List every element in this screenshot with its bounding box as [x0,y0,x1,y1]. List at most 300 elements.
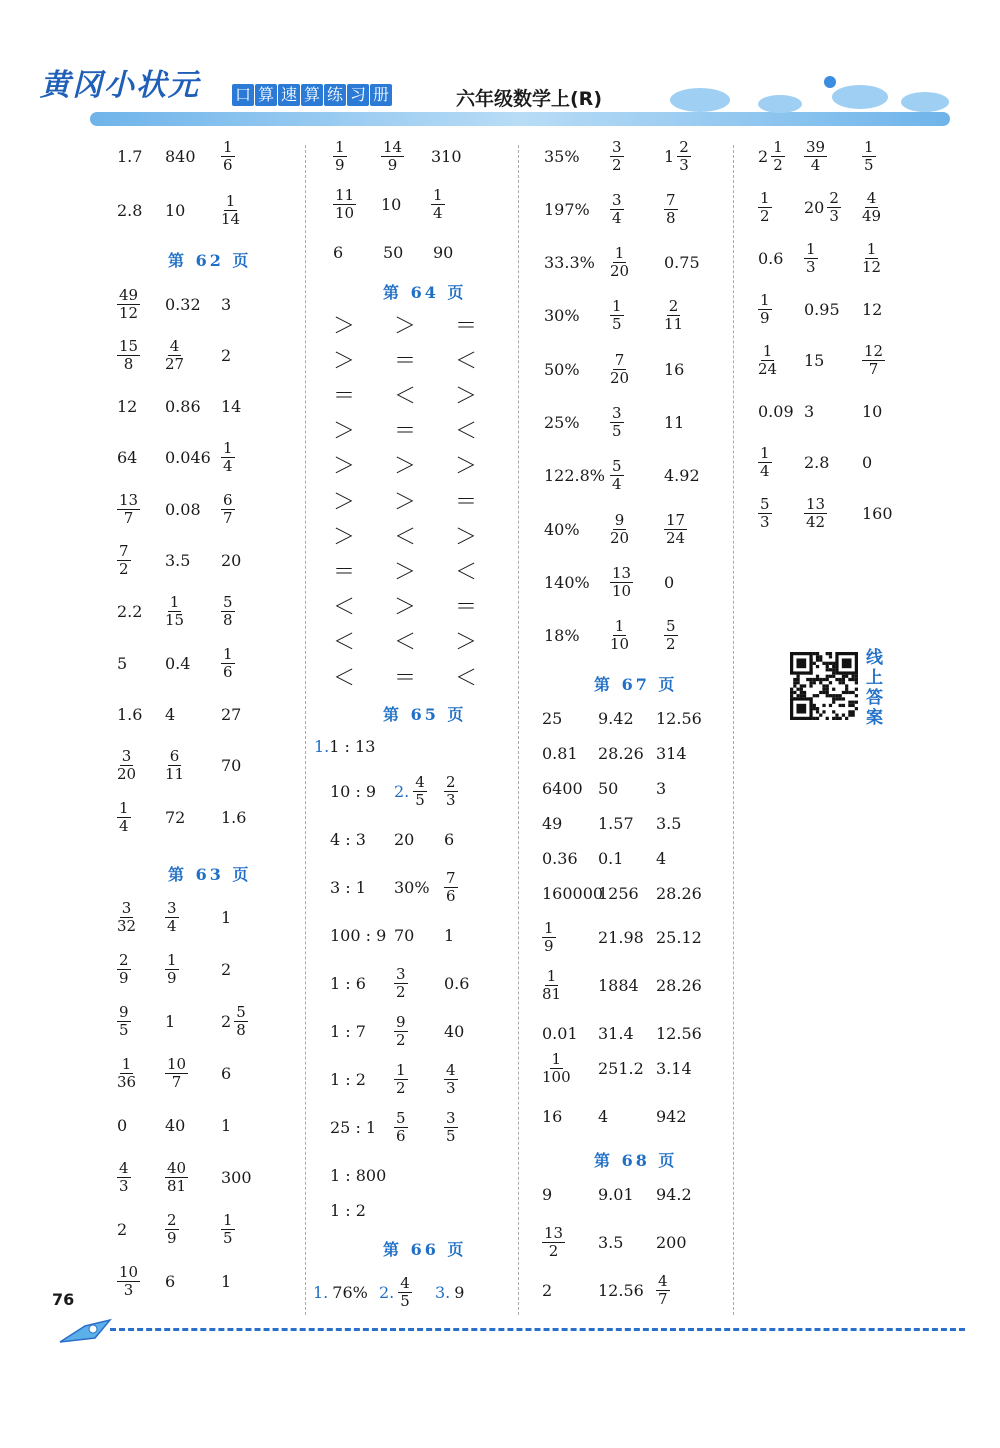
page-section-heading: 第 63 页 [168,865,252,884]
answer-cell: 1.57 [598,813,634,833]
answer-cell: 2 $\frac{1}{2}$ [758,137,783,174]
fraction: $\frac{4}{27}$ [165,336,185,373]
answer-cell: 11 [664,413,685,432]
fraction: $\frac{1}{5}$ [612,297,622,334]
answer-cell [333,187,381,222]
answer-cell: 0.4 [165,653,191,673]
answer-row [330,863,490,911]
column-divider [733,145,734,1315]
fraction: $\frac{40}{81}$ [167,1158,187,1195]
fraction: $\frac{4}{49}$ [862,188,882,225]
answer-cell: 3.14 [656,1058,692,1078]
answer-cell [117,338,165,373]
answer-cell: 15 [804,350,825,370]
answer-cell: 1 : 2 [330,1069,366,1089]
fraction: $\frac{1}{5}$ [864,137,874,174]
answer-cell [221,440,271,475]
answer-row [117,690,271,738]
series-title [232,84,392,106]
answer-cell [610,192,664,227]
answer-row [313,1268,485,1316]
answer-row [544,185,714,233]
answer-cell: 9.01 [598,1184,634,1204]
fraction: $\frac{1}{14}$ [221,191,241,228]
answer-cell [394,1062,444,1097]
fraction: $\frac{1}{2}$ [396,1060,406,1097]
answer-cell: 21.98 [598,927,644,947]
answer-cell: 9 [542,1184,553,1204]
answer-cell [394,1110,444,1145]
answer-cell: 1 : 6 [330,973,366,993]
answer-row [333,228,479,276]
answer-cell [610,512,664,547]
answer-cell: 1 : 800 [330,1165,387,1185]
fraction: $\frac{11}{10}$ [335,185,355,222]
answer-row [117,639,271,687]
answer-cell: 20 $\frac{2}{3}$ [804,188,839,225]
answer-cell: 16 [542,1106,563,1126]
comparison-row: ＜ ＞ ＝ [333,595,493,621]
answer-cell: 310 [431,146,462,166]
answer-row [544,292,714,340]
fraction: $\frac{5}{6}$ [396,1108,406,1145]
answer-row [330,1007,490,1055]
footer-dashed-line [110,1328,965,1331]
question-number: 1. [314,736,330,756]
answer-cell: 1 : 13 [329,736,376,756]
fraction: $\frac{17}{24}$ [666,510,686,547]
fraction: $\frac{3}{2}$ [396,964,406,1001]
fraction: $\frac{1}{4}$ [760,443,770,480]
fraction: $\frac{2}{9}$ [119,950,129,987]
answer-cell [165,1160,221,1195]
answer-cell [610,405,664,440]
answer-cell: 122.8% [544,466,606,486]
answer-cell [165,338,221,373]
answer-cell: 70 [394,925,415,945]
answer-cell [394,1014,444,1049]
series-title-char: 册 [370,84,392,106]
fraction: $\frac{3}{4}$ [612,190,622,227]
answer-cell: 30% [394,877,430,897]
answer-row [542,1092,714,1140]
fraction: $\frac{1}{2}$ [760,188,770,225]
answer-row [758,132,910,180]
answer-cell: 4 : 3 [330,829,366,849]
answer-row [542,1044,714,1092]
answer-cell [394,966,444,1001]
comparison-row: ＜ ＝ ＜ [333,665,493,691]
answer-cell [221,193,271,228]
answer-cell: 4 [598,1106,609,1126]
answer-row [117,132,271,180]
fraction: $\frac{4}{3}$ [446,1060,456,1097]
answer-row [330,911,490,959]
answer-cell [444,774,490,809]
fraction: $\frac{2}{3}$ [446,772,456,809]
comparison-row: ＞ ＝ ＜ [333,419,493,445]
fraction: $\frac{9}{2}$ [396,1012,406,1049]
answer-row [330,1103,490,1151]
answer-cell: 9.42 [598,708,634,728]
answer-cell: 1 [221,907,232,927]
answer-cell: 1 [165,1011,176,1031]
answer-cell: 25.12 [656,927,702,947]
answer-cell: 3 [221,294,232,314]
comparison-row: ＝ ＞ ＜ [333,559,493,585]
answer-cell: 12.56 [656,708,702,728]
fraction: $\frac{1}{10}$ [610,617,630,654]
series-title-char: 练 [324,84,346,106]
qr-label-char: 答 [866,688,883,708]
answer-cell: 0.6 [758,248,784,268]
fraction: $\frac{49}{12}$ [119,285,139,322]
fraction: $\frac{1}{12}$ [862,239,882,276]
comparison-row: ＞ ＝ ＜ [333,348,493,374]
fraction: $\frac{1}{9}$ [760,290,770,327]
answer-row [542,1218,714,1266]
answer-row [333,180,477,228]
answer-row [544,612,714,660]
answer-row [542,1170,714,1218]
fraction: $\frac{1}{9}$ [335,137,345,174]
answer-row [330,1055,490,1103]
answer-cell [610,245,664,280]
brand-logo: 黄冈小状元 [40,68,200,103]
fraction: $\frac{1}{5}$ [223,1210,233,1247]
answer-row [117,997,271,1045]
series-title-char: 算 [255,84,277,106]
answer-cell: 12 [862,299,883,319]
fraction: $\frac{3}{5}$ [446,1108,456,1145]
answer-cell: 3.5 [165,551,191,570]
page-section-heading: 第 64 页 [383,283,467,302]
fraction: $\frac{1}{4}$ [119,798,129,835]
answer-cell: 25 : 1 [330,1117,377,1137]
answer-cell [664,512,714,547]
fraction: $\frac{13}{2}$ [544,1223,564,1260]
answer-cell: 25% [544,413,580,432]
answer-row [117,1101,271,1149]
fraction: $\frac{1}{81}$ [542,966,562,1003]
answer-row [758,285,910,333]
fraction: $\frac{7}{6}$ [446,868,456,905]
fraction: $\frac{1}{3}$ [806,239,816,276]
answer-row [117,1049,271,1097]
fraction: $\frac{13}{10}$ [612,563,632,600]
fraction: $\frac{2}{3}$ [679,137,689,174]
answer-cell [117,1056,165,1091]
answer-cell: 12.56 [598,1280,644,1300]
answer-cell: 10 [381,194,402,214]
fraction: $\frac{4}{3}$ [119,1158,129,1195]
fraction: $\frac{39}{4}$ [806,137,826,174]
answer-row [544,399,714,447]
fraction: $\frac{13}{7}$ [119,490,139,527]
fraction: $\frac{7}{8}$ [666,190,676,227]
answer-cell: 70 [221,756,242,776]
fraction: $\frac{7}{20}$ [610,350,630,387]
answer-cell [542,1225,598,1260]
answer-cell: 3 [804,401,815,421]
answer-cell [165,748,221,783]
fraction: $\frac{5}{4}$ [612,457,622,494]
answer-cell: 3.5 [598,1232,624,1252]
answer-cell: 2 [221,345,232,365]
fraction: $\frac{1}{24}$ [758,341,778,378]
answer-row [117,280,271,328]
answer-row [544,345,714,393]
answer-cell [117,287,165,322]
fraction: $\frac{5}{8}$ [223,593,233,630]
answer-cell [610,139,664,174]
answer-cell: 30% [544,306,580,326]
answer-cell: 0.81 [542,743,578,763]
answer-row [330,815,490,863]
column-divider [518,145,519,1315]
answer-cell: 35% [544,146,580,166]
answer-row [333,132,477,180]
answer-cell: 12.56 [656,1023,702,1043]
answer-cell [117,492,165,527]
answer-row [330,767,490,815]
answer-row [542,961,714,1009]
answer-cell: 40% [544,519,580,539]
fraction: $\frac{4}{5}$ [415,772,425,809]
page-number: 76 [52,1290,75,1309]
answer-cell [758,343,804,378]
answer-cell: 2 [221,959,232,979]
page-section-heading: 第 66 页 [383,1240,467,1259]
answer-cell [221,646,271,681]
fraction: $\frac{3}{4}$ [167,898,177,935]
answer-cell: 0.36 [542,848,578,868]
answer-cell: 0.75 [664,253,700,273]
answer-row [117,383,271,431]
answer-cell: 2. $\frac{4}{5}$ [379,1273,410,1310]
answer-cell: 40 [444,1021,465,1041]
answer-row [117,793,271,841]
answer-cell: 1256 [598,883,639,903]
answer-cell: 160000 [542,883,604,903]
answer-cell [610,352,664,387]
answer-cell: 94.2 [656,1184,692,1204]
answer-cell: 1 : 2 [330,1200,366,1220]
answer-cell: 2.8 [804,452,830,472]
answer-cell: 1 [444,925,455,945]
answer-cell: 3 [656,778,667,798]
answer-cell: 2.2 [117,602,143,622]
fraction: $\frac{12}{7}$ [864,341,884,378]
qr-label-char: 案 [866,708,883,728]
answer-cell: 50 [383,242,404,262]
fraction: $\frac{14}{9}$ [383,137,403,174]
answer-row [758,489,910,537]
answer-cell [664,192,714,227]
answer-cell [165,900,221,935]
page-section-heading: 第 62 页 [168,251,252,270]
answer-cell [804,496,862,531]
answer-row [542,913,714,961]
answer-cell: 0.01 [542,1023,578,1043]
answer-row [544,239,714,287]
answer-cell: 140% [544,572,590,592]
answer-cell: 1.6 [221,807,247,827]
series-title-char: 口 [232,84,254,106]
answer-cell [117,1264,165,1299]
answer-row [758,438,910,486]
fraction: $\frac{1}{36}$ [117,1054,137,1091]
answer-cell [804,241,862,276]
answer-cell [221,492,271,527]
answer-row [758,387,910,435]
answer-cell: 0.6 [444,973,470,993]
fraction: $\frac{4}{5}$ [400,1273,410,1310]
comparison-row: ＜ ＜ ＞ [333,630,493,656]
answer-cell [165,952,221,987]
answer-cell: 840 [165,146,196,166]
answer-cell: 1 : 7 [330,1021,366,1041]
answer-cell: 1 $\frac{2}{3}$ [664,137,689,174]
answer-cell: 100 : 9 [330,925,387,945]
fraction: $\frac{5}{8}$ [236,1002,246,1039]
fraction: $\frac{1}{20}$ [610,244,630,281]
fraction: $\frac{5}{2}$ [666,617,676,654]
answer-cell: 0 [664,572,675,592]
answer-cell: 10 [862,401,883,421]
page-section-heading: 第 65 页 [383,705,467,724]
answer-cell: 50 [598,778,619,798]
answer-cell: 28.26 [656,975,702,995]
comparison-row: ＝ ＜ ＞ [333,383,493,409]
qr-label-char: 线 [866,648,883,668]
answer-cell: 1 [221,1115,232,1135]
answer-row [117,331,271,379]
fraction: $\frac{9}{20}$ [610,510,630,547]
answer-cell: 18% [544,626,580,646]
answer-cell: 2. $\frac{4}{5}$ [394,772,425,809]
answer-cell: 31.4 [598,1023,634,1043]
answer-cell [862,190,910,225]
answer-cell: 90 [433,242,454,262]
answer-cell: 942 [656,1106,687,1126]
answer-cell [444,870,490,905]
answer-row [758,234,910,282]
answer-cell: 1. 76% [313,1282,368,1302]
answer-cell: 2 [542,1280,553,1300]
fraction: $\frac{5}{3}$ [760,494,770,531]
answer-cell: 0.08 [165,499,201,519]
answer-row [544,558,714,606]
series-title-char: 速 [278,84,300,106]
answer-cell [664,618,714,653]
answer-row [117,1153,271,1201]
answer-cell [117,543,165,578]
answer-cell: 6 [444,829,455,849]
answer-cell [758,496,804,531]
answer-row [117,434,271,482]
answer-cell: 4 [656,848,667,868]
answer-cell [664,298,714,333]
answer-cell: 27 [221,704,242,724]
column-divider [305,145,306,1315]
fraction: $\frac{1}{6}$ [223,644,233,681]
answer-cell: 12 [117,397,138,417]
answer-row [542,1266,714,1314]
answer-cell [804,139,862,174]
qr-code-icon [790,652,858,720]
answer-cell [444,1062,490,1097]
fraction: $\frac{6}{11}$ [165,747,185,784]
answer-row [117,186,271,234]
answer-cell: 200 [656,1232,687,1252]
answer-cell [758,292,804,327]
answer-row [117,893,271,941]
answer-cell: 3. 9 [435,1282,465,1302]
answer-cell [656,1273,714,1308]
answer-cell: 1.7 [117,146,143,166]
answer-row [117,1205,271,1253]
answer-cell [862,343,910,378]
answer-row [544,452,714,500]
answer-cell [221,594,271,629]
answer-cell: 1 [221,1271,232,1291]
fraction: $\frac{2}{11}$ [664,297,684,334]
answer-cell: 20 [221,551,242,570]
answer-row [117,742,271,790]
answer-cell: 2.8 [117,200,143,220]
fraction: $\frac{9}{5}$ [119,1002,129,1039]
fraction: $\frac{3}{32}$ [117,898,137,935]
answer-cell: 0.046 [165,448,211,468]
answer-row [544,505,714,553]
answer-cell [610,565,664,600]
comparison-row: ＞ ＞ ＞ [333,454,493,480]
answer-cell [221,1212,271,1247]
answer-cell: 251.2 [598,1058,644,1078]
answer-row [117,945,271,993]
answer-cell [117,952,165,987]
answer-cell [165,594,221,629]
answer-cell: 20 [394,829,415,849]
answer-cell [117,800,165,835]
comparison-row: ＞ ＞ ＝ [333,313,493,339]
answer-cell [117,900,165,935]
answer-cell: 6 [165,1271,176,1291]
answer-cell: 3 : 1 [330,877,366,897]
answer-cell: 197% [544,199,590,219]
answer-cell: 40 [165,1115,186,1135]
answer-cell: 3.5 [656,813,682,833]
answer-row [758,336,910,384]
fraction: $\frac{1}{9}$ [167,950,177,987]
answer-cell: 16 [664,359,685,379]
answer-cell: 4 [165,704,176,724]
fraction: $\frac{1}{9}$ [544,918,554,955]
answer-cell [542,920,598,955]
answer-cell [542,968,598,1003]
answer-cell [117,1004,165,1039]
answer-cell: 49 [542,813,563,833]
fraction: $\frac{2}{3}$ [829,188,839,225]
fraction: $\frac{10}{3}$ [119,1262,139,1299]
answer-cell [862,241,910,276]
answer-cell [221,139,271,174]
page-section-heading: 第 68 页 [594,1151,678,1170]
answer-row [758,183,910,231]
answer-cell: 0.09 [758,401,794,421]
fraction: $\frac{3}{2}$ [612,137,622,174]
